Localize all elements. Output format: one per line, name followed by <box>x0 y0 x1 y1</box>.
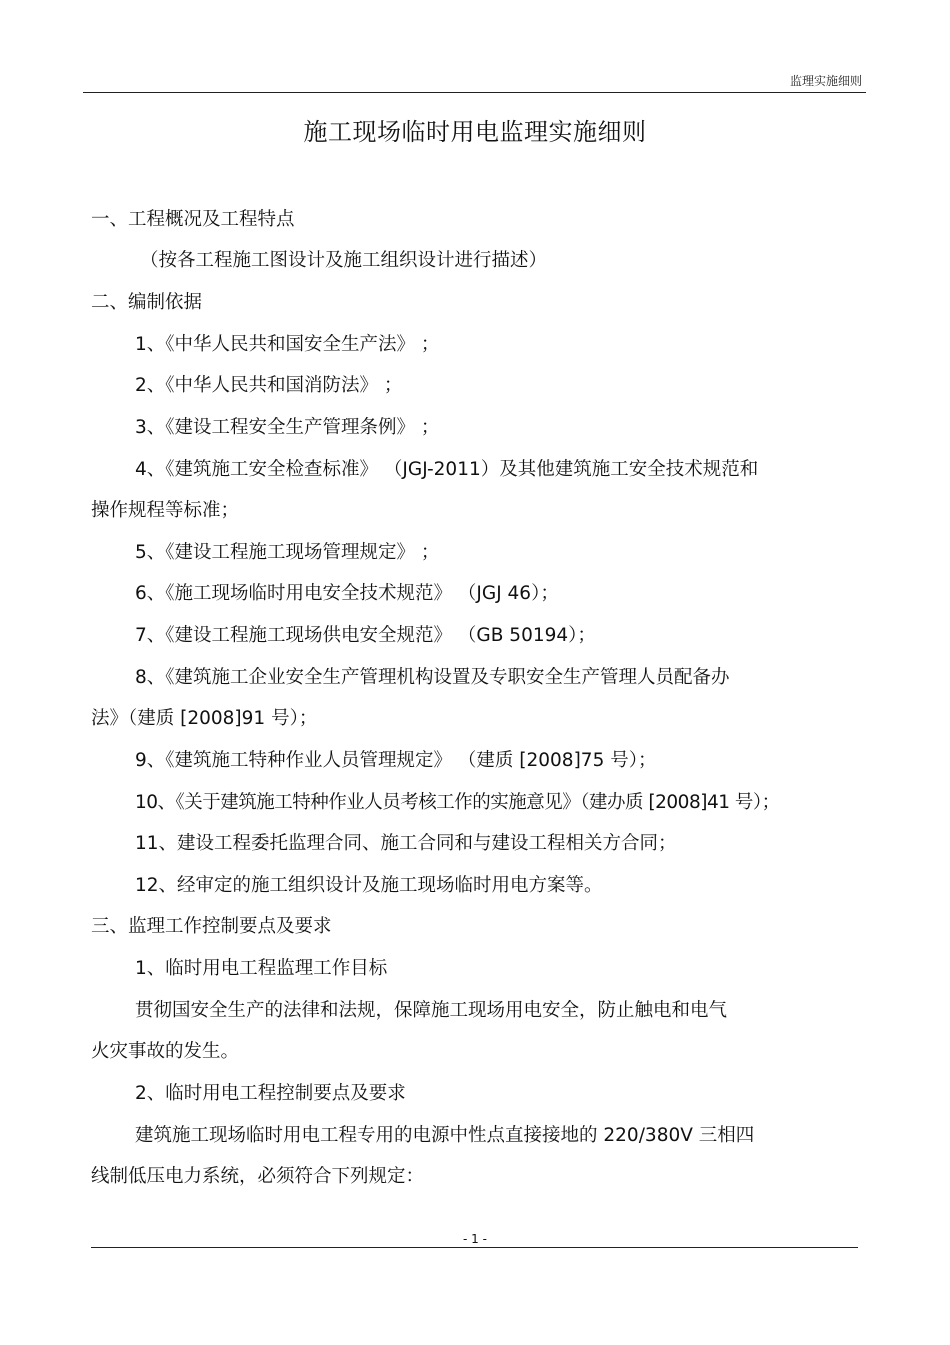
list-item: 4、《建筑施工安全检查标准》 （JGJ-2011）及其他建筑施工安全技术规范和 <box>135 459 759 480</box>
list-item: 5、《建设工程施工现场管理规定》 ； <box>135 542 440 563</box>
document-title: 施工现场临时用电监理实施细则 <box>303 118 647 146</box>
paragraph-line: （按各工程施工图设计及施工组织设计进行描述） <box>140 250 548 271</box>
list-item: 10、《关于建筑施工特种作业人员考核工作的实施意见》（建办质 [2008]41 号）； <box>135 792 780 813</box>
list-item: 6、《施工现场临时用电安全技术规范》 （JGJ 46）； <box>135 583 559 604</box>
list-item: 9、《建筑施工特种作业人员管理规定》 （建质 [2008]75 号）； <box>135 750 657 771</box>
header-divider <box>83 92 866 93</box>
list-item: 8、《建筑施工企业安全生产管理机构设置及专职安全生产管理人员配备办 <box>135 667 730 688</box>
list-item: 11、建设工程委托监理合同、施工合同和与建设工程相关方合同； <box>135 833 677 854</box>
list-item: 2、《中华人民共和国消防法》 ； <box>135 375 403 396</box>
section-heading-2: 二、编制依据 <box>91 292 203 313</box>
list-item: 12、经审定的施工组织设计及施工现场临时用电方案等。 <box>135 875 603 896</box>
paragraph-line: 线制低压电力系统，必须符合下列规定： <box>91 1166 425 1187</box>
list-item: 3、《建设工程安全生产管理条例》 ； <box>135 417 440 438</box>
section-heading-1: 一、工程概况及工程特点 <box>91 209 295 230</box>
list-item: 1、《中华人民共和国安全生产法》 ； <box>135 334 440 355</box>
list-item-continuation: 操作规程等标准； <box>91 500 240 521</box>
subsection-heading: 1、临时用电工程监理工作目标 <box>135 958 388 979</box>
subsection-heading: 2、临时用电工程控制要点及要求 <box>135 1083 406 1104</box>
list-item-continuation: 法》（建质 [2008]91 号）； <box>91 708 318 729</box>
paragraph-line: 建筑施工现场临时用电工程专用的电源中性点直接接地的 220/380V 三相四 <box>135 1125 755 1146</box>
paragraph-line: 贯彻国安全生产的法律和法规，保障施工现场用电安全，防止触电和电气 <box>135 1000 728 1021</box>
running-header: 监理实施细则 <box>789 74 862 88</box>
section-heading-3: 三、监理工作控制要点及要求 <box>91 916 332 937</box>
footer-divider <box>91 1247 858 1248</box>
page-number: - 1 - <box>463 1232 487 1246</box>
paragraph-line: 火灾事故的发生。 <box>91 1041 240 1062</box>
list-item: 7、《建设工程施工现场供电安全规范》 （GB 50194）； <box>135 625 596 646</box>
